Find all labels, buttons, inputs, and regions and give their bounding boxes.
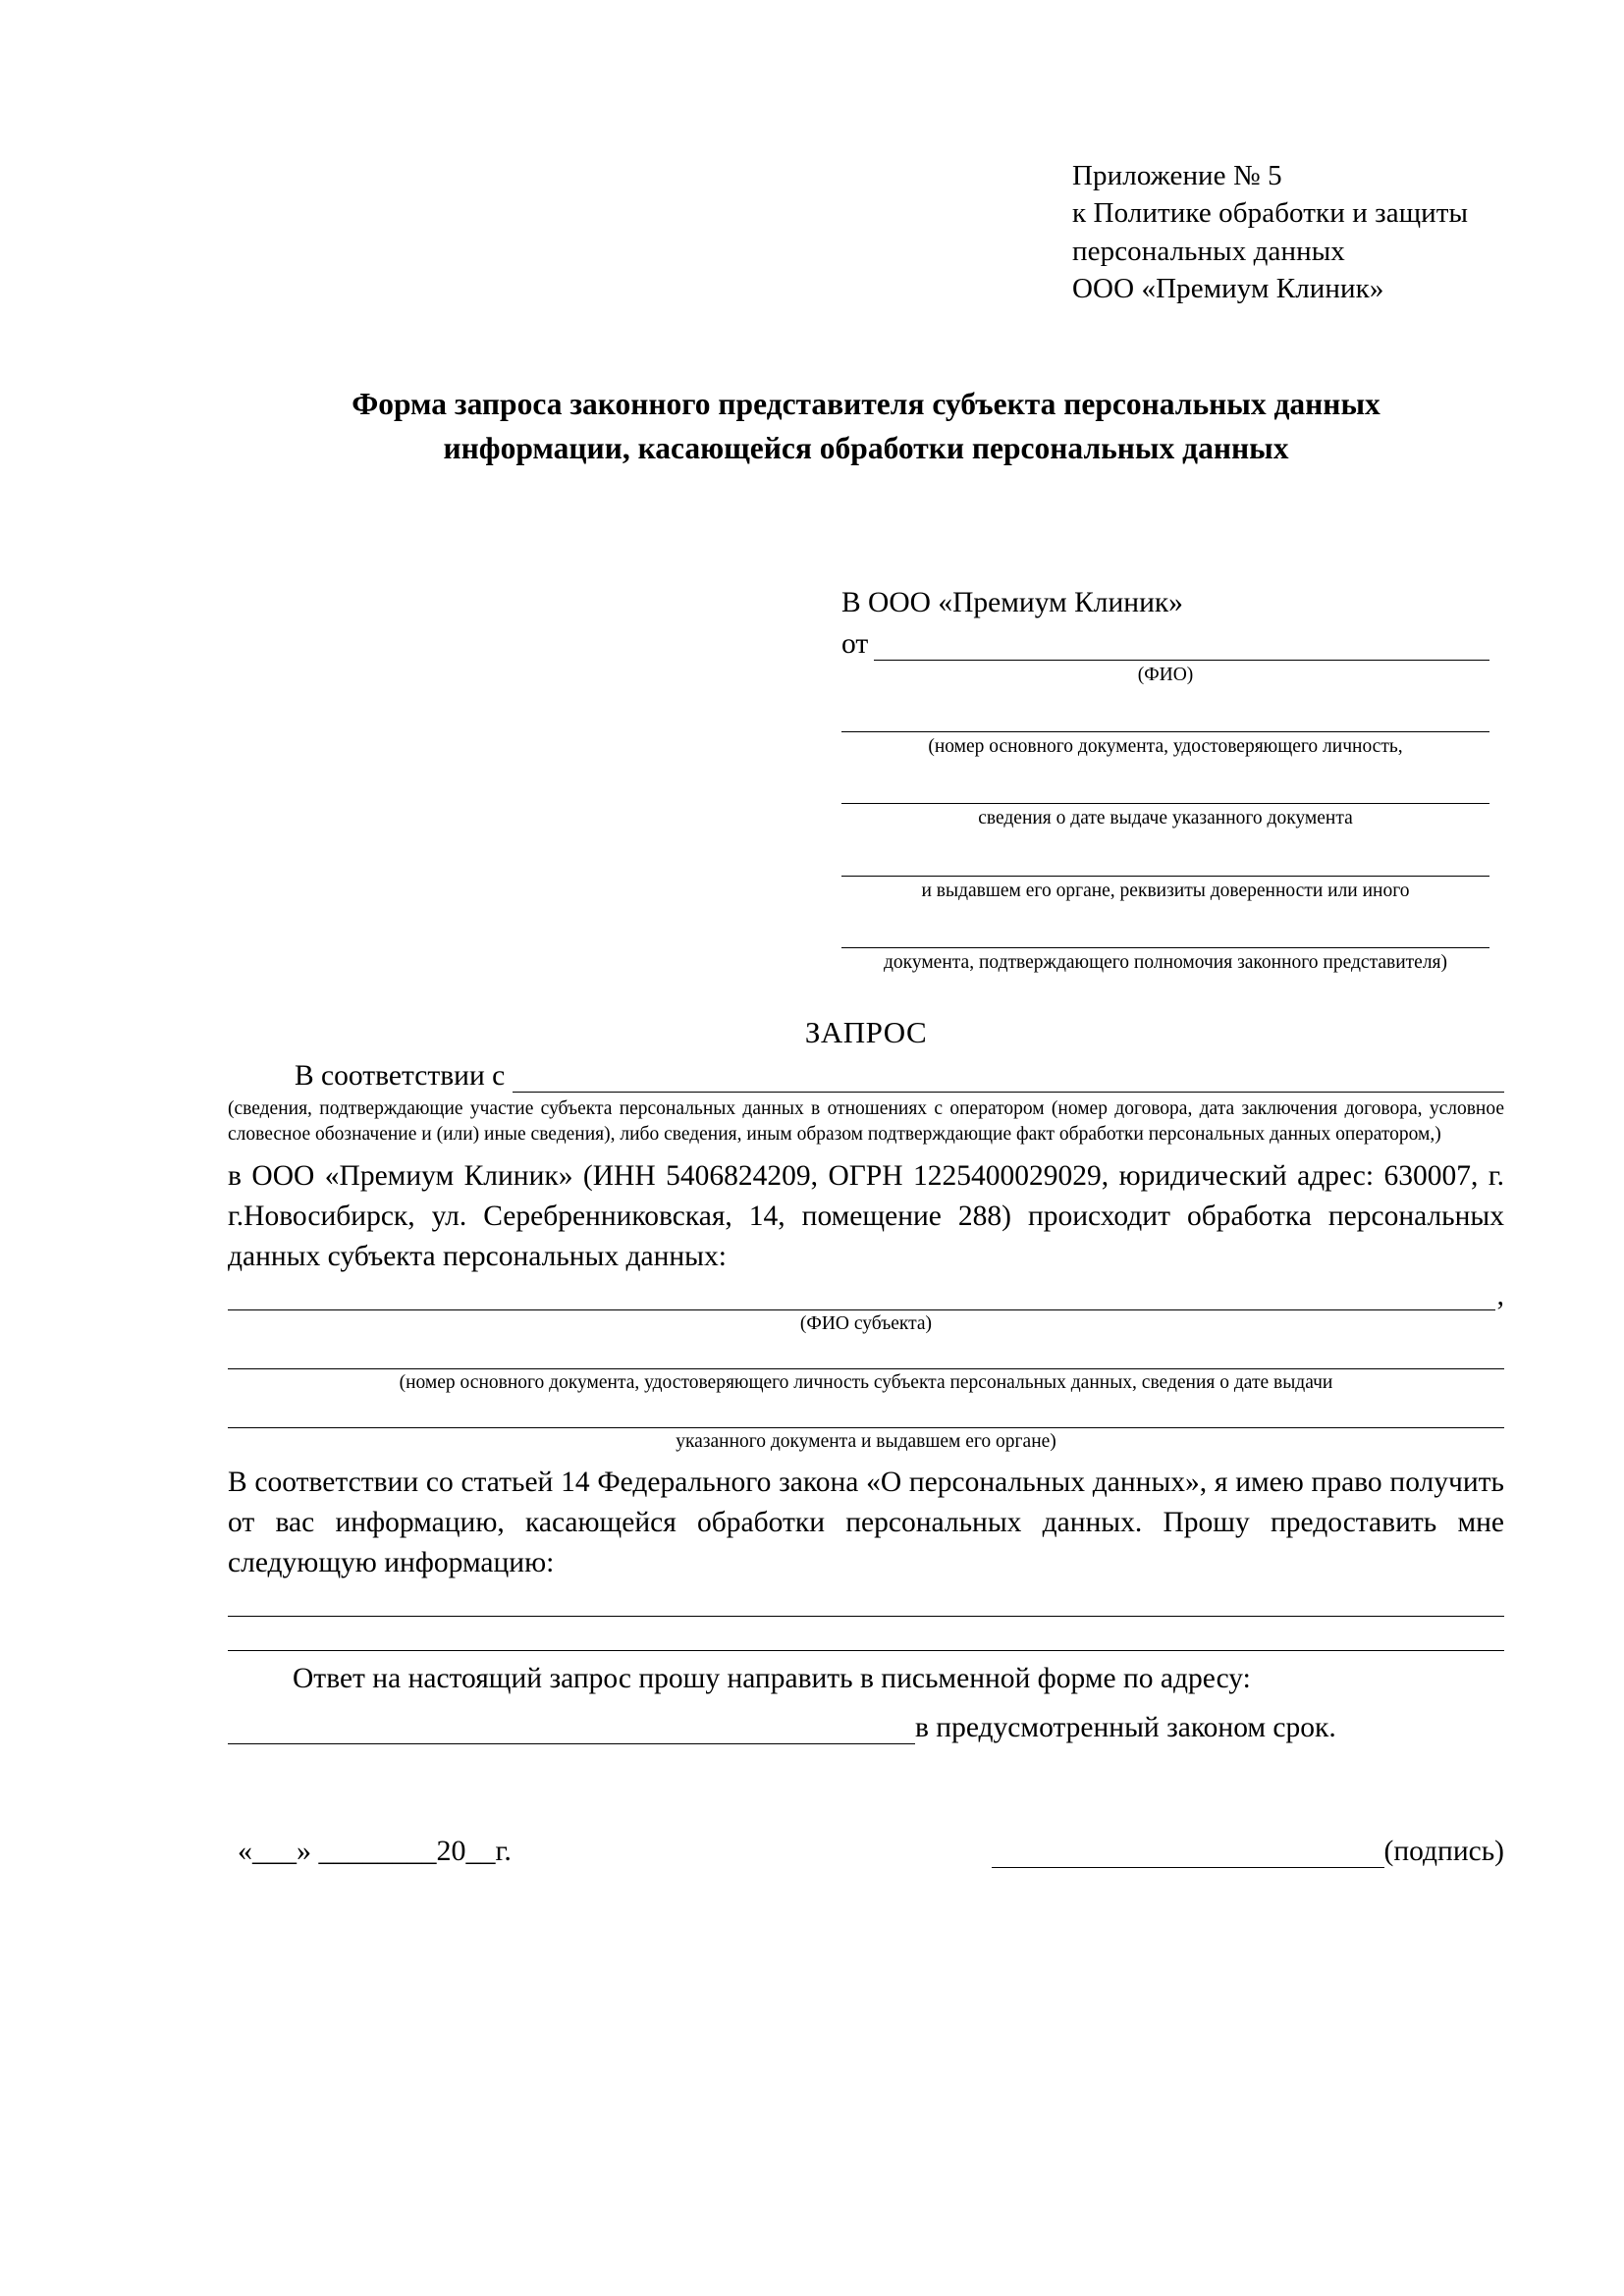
signature-row — [228, 1835, 1504, 1868]
appendix-policy-line1: к Политике обработки и защиты — [1072, 197, 1469, 230]
page-title — [228, 383, 1504, 470]
signature-label: (подпись) — [1383, 1835, 1504, 1867]
appendix-number: Приложение № 5 — [1072, 160, 1282, 191]
law-paragraph: В соответствии со статьей 14 Федерального закона «О персональных данных», я имею право получить от вас информацию, касающейся обработки персональных данных. Прошу предоставить мне следующую информацию: — [228, 1467, 1504, 1578]
caption-doc-organ: и выдавшем его органе, реквизиты доверенности или иного — [921, 880, 1410, 901]
page-title-line1: Форма запроса законного представителя субъекта персональных данных — [352, 387, 1380, 422]
answer-address-row — [228, 1712, 1504, 1744]
answer-address-input[interactable] — [228, 1714, 915, 1744]
operator-paragraph: в ООО «Премиум Клиник» (ИНН 5406824209, ОГРН 1225400029029, юридический адрес: 630007, г. г.Новосибирск, ул. Серебренниковская, 14, помещение 288) происходит обработка персональных данных субъекта персональных данных: — [228, 1160, 1504, 1272]
page-title-line2: информации, касающейся обработки персональных данных — [443, 430, 1289, 465]
subject-fio-row — [228, 1276, 1504, 1310]
subject-doc-organ-input[interactable] — [228, 1394, 1504, 1428]
subject-fio-input[interactable] — [228, 1276, 1495, 1310]
signature-right — [992, 1836, 1504, 1868]
requested-info-input-1[interactable] — [228, 1582, 1504, 1617]
answer-address-tail: в предусмотренный законом срок. — [915, 1711, 1336, 1743]
caption-doc-number: (номер основного документа, удостоверяющего личность, — [928, 735, 1403, 757]
doc-organ-input[interactable] — [841, 846, 1489, 877]
caption-doc-date: сведения о дате выдаче указанного документа — [978, 808, 1353, 829]
signature-date[interactable]: «___» ________20__г. — [238, 1834, 512, 1867]
subject-doc-input[interactable] — [228, 1335, 1504, 1369]
from-label: от — [841, 627, 869, 660]
appendix-company: ООО «Премиум Клиник» — [1072, 272, 1384, 304]
doc-power-input[interactable] — [841, 918, 1489, 948]
subject-fio-comma: , — [1496, 1279, 1504, 1311]
in-accordance-label: В соответствии с — [295, 1060, 506, 1093]
signature-input[interactable] — [992, 1842, 1384, 1868]
document-content — [228, 157, 1504, 1868]
caption-subject-doc: (номер основного документа, удостоверяющего личность субъекта персональных данных, сведения о дате выдачи — [399, 1372, 1333, 1394]
requested-info-input-2[interactable] — [228, 1617, 1504, 1651]
doc-date-input[interactable] — [841, 774, 1489, 804]
caption-subject-doc2: указанного документа и выдавшем его органе) — [676, 1431, 1056, 1453]
from-fio-input[interactable] — [874, 634, 1489, 661]
caption-subject-fio: (ФИО субъекта) — [799, 1313, 933, 1335]
appendix-policy-line2: персональных данных — [1072, 235, 1345, 267]
doc-number-input[interactable] — [841, 702, 1489, 732]
in-accordance-row — [228, 1060, 1504, 1093]
from-row — [841, 628, 1489, 661]
appendix-header — [1072, 157, 1504, 307]
note-participation: (сведения, подтверждающие участие субъекта персональных данных в отношениях с оператором (номер договора, дата заключения договора, условное словесное обозначение и (или) иные сведения), либо сведения, иным образом подтверждающие факт обработки персональных данных оператором,) — [228, 1098, 1504, 1145]
caption-doc-power: документа, подтверждающего полномочия законного представителя) — [883, 952, 1448, 974]
in-accordance-input[interactable] — [513, 1066, 1504, 1093]
answer-paragraph: Ответ на настоящий запрос прошу направить в письменной форме по адресу: — [293, 1663, 1251, 1695]
addressee-organization: В ООО «Премиум Клиник» — [841, 586, 1183, 618]
caption-fio: (ФИО) — [1137, 664, 1194, 685]
request-heading: ЗАПРОС — [804, 1015, 928, 1050]
addressee-block — [841, 587, 1489, 975]
